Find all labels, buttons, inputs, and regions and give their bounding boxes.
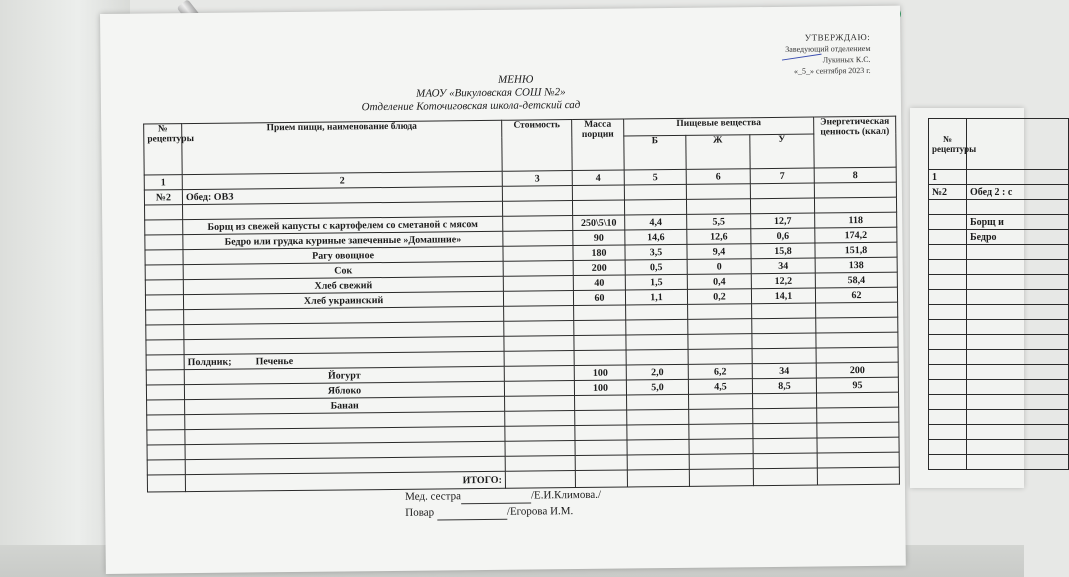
carb-cell: 0,6 <box>751 228 815 244</box>
dish-cell: Яблоко <box>184 381 504 399</box>
fat-cell: 5,5 <box>687 214 751 230</box>
carb-cell: 15,8 <box>751 243 815 259</box>
col-dish: Прием пищи, наименование блюда <box>182 120 503 174</box>
fat-cell: 0 <box>687 259 751 275</box>
protein-cell: 0,5 <box>625 259 687 275</box>
num-6: 6 <box>686 169 750 185</box>
dish-cell: Хлеб свежий <box>183 276 503 294</box>
total-label: ИТОГО: <box>185 471 505 491</box>
protein-cell: 4,4 <box>625 214 687 230</box>
fat-cell: 0,4 <box>687 274 751 290</box>
second-menu-table <box>928 118 1069 470</box>
cook-name: /Егорова И.М. <box>506 505 574 518</box>
protein-cell: 2,0 <box>626 364 688 380</box>
fat-cell: 6,2 <box>688 364 752 380</box>
num-8: 8 <box>814 167 896 183</box>
nurse-sign-line <box>461 491 531 505</box>
nurse-label: Мед. сестра <box>405 490 461 503</box>
mass-cell: 100 <box>574 365 626 381</box>
approve-date: «_5_» сентября 2023 г. <box>793 65 871 76</box>
approve-line1: Заведующий отделением <box>785 43 871 54</box>
cost-cell <box>504 381 574 397</box>
second-recipe: №2 <box>929 185 967 200</box>
second-col-recipe: № рецептуры <box>929 119 967 170</box>
dish-cell: Борщ из свежей капусты с картофелем со сметаной с мясом <box>183 216 503 234</box>
col-u: У <box>750 134 814 168</box>
meal-label: Обед: ОВЗ <box>182 186 502 204</box>
menu-header <box>101 70 901 117</box>
menu-title: МЕНЮ <box>498 73 534 86</box>
signatures <box>405 487 601 521</box>
col-recipe: № рецептуры <box>144 124 183 175</box>
nurse-name: /Е.И.Климова./ <box>530 488 602 502</box>
cost-cell <box>503 246 573 262</box>
carb-cell <box>753 393 817 409</box>
cost-cell <box>503 261 573 277</box>
num-4: 4 <box>572 170 624 186</box>
col-cost: Стоимость <box>502 120 573 172</box>
carb-cell: 8,5 <box>752 378 816 394</box>
num-5: 5 <box>624 169 686 185</box>
dish-cell: Бедро или грудка куриные запеченные »Домашние» <box>183 231 503 249</box>
dish-cell: Хлеб украинский <box>183 291 503 309</box>
recipe-cell <box>145 220 183 235</box>
meal-recipe: №2 <box>144 190 182 205</box>
recipe-cell <box>145 250 183 265</box>
protein-cell: 14,6 <box>625 229 687 245</box>
dish-cell: Банан <box>185 396 505 414</box>
cook-signature <box>405 503 601 521</box>
recipe-cell <box>145 280 183 295</box>
approve-title: УТВЕРЖДАЮ: <box>804 31 871 43</box>
dish-name: Печенье <box>255 355 294 367</box>
carb-cell: 34 <box>752 363 816 379</box>
recipe-cell <box>146 370 184 385</box>
fat-cell <box>688 349 752 365</box>
recipe-cell <box>145 265 183 280</box>
menu-table <box>143 116 900 493</box>
department-name: Отделение Коточиговская школа-детский сад <box>361 98 581 114</box>
fat-cell: 12,6 <box>687 229 751 245</box>
carb-cell: 34 <box>751 258 815 274</box>
protein-cell: 5,0 <box>626 379 688 395</box>
col-zh: Ж <box>686 135 750 169</box>
mass-cell: 200 <box>573 260 625 276</box>
mass-cell: 100 <box>574 380 626 396</box>
protein-cell <box>627 394 689 410</box>
cost-cell <box>503 231 573 247</box>
num-2: 2 <box>182 171 502 189</box>
carb-cell: 12,7 <box>751 213 815 229</box>
second-menu-sheet <box>910 108 1024 488</box>
fat-cell: 4,5 <box>688 379 752 395</box>
protein-cell <box>626 349 688 365</box>
mass-cell: 250\5\10 <box>573 215 625 231</box>
cost-cell <box>503 291 573 307</box>
energy-cell <box>816 347 898 363</box>
mass-cell <box>574 350 626 366</box>
recipe-cell <box>146 385 184 400</box>
num-7: 7 <box>750 168 814 184</box>
energy-cell: 118 <box>815 212 897 228</box>
second-row1: Борщ и <box>967 215 1069 230</box>
recipe-cell <box>147 400 185 415</box>
second-num: 1 <box>929 170 967 185</box>
mass-cell: 180 <box>573 245 625 261</box>
energy-cell: 58,4 <box>815 272 897 288</box>
recipe-cell <box>145 235 183 250</box>
cost-cell <box>505 396 575 412</box>
energy-cell <box>817 392 899 408</box>
mass-cell: 40 <box>573 275 625 291</box>
snack-rows <box>146 347 899 415</box>
energy-cell: 95 <box>816 377 898 393</box>
dish-cell: Йогурт <box>184 366 504 384</box>
col-b: Б <box>624 136 686 170</box>
second-row2: Бедро <box>967 230 1069 245</box>
mass-cell: 90 <box>573 230 625 246</box>
menu-sheet <box>100 6 906 574</box>
dish-cell: Сок <box>183 261 503 279</box>
energy-cell: 174,2 <box>815 227 897 243</box>
energy-cell: 62 <box>815 287 897 303</box>
cost-cell <box>504 351 574 367</box>
recipe-cell <box>146 355 184 370</box>
snack-label: Полдник; <box>187 356 232 368</box>
cost-cell <box>503 216 573 232</box>
energy-cell: 200 <box>816 362 898 378</box>
energy-cell: 151,8 <box>815 242 897 258</box>
carb-cell: 14,1 <box>751 288 815 304</box>
fat-cell: 9,4 <box>687 244 751 260</box>
cost-cell <box>503 276 573 292</box>
approve-line2: Лукиных К.С. <box>822 54 871 65</box>
cost-cell <box>504 366 574 382</box>
carb-cell: 12,2 <box>751 273 815 289</box>
protein-cell: 1,1 <box>625 289 687 305</box>
col-energy: Энергетическая ценность (ккал) <box>814 116 897 168</box>
col-nutrients: Пищевые вещества <box>624 117 814 136</box>
cook-sign-line <box>437 507 507 521</box>
lunch-rows <box>145 212 898 310</box>
protein-cell: 3,5 <box>625 244 687 260</box>
cook-label: Повар <box>405 506 435 519</box>
fat-cell <box>689 394 753 410</box>
mass-cell: 60 <box>573 290 625 306</box>
protein-cell: 1,5 <box>625 274 687 290</box>
fat-cell: 0,2 <box>687 289 751 305</box>
col-mass: Масса порции <box>572 119 625 171</box>
recipe-cell <box>145 295 183 310</box>
second-meal: Обед 2 : с <box>967 185 1069 200</box>
num-1: 1 <box>144 175 182 190</box>
mass-cell <box>575 395 627 411</box>
num-3: 3 <box>502 171 572 187</box>
energy-cell: 138 <box>815 257 897 273</box>
carb-cell <box>752 348 816 364</box>
dish-cell: Рагу овощное <box>183 246 503 264</box>
school-name: МАОУ «Викуловская СОШ №2» <box>416 86 566 100</box>
